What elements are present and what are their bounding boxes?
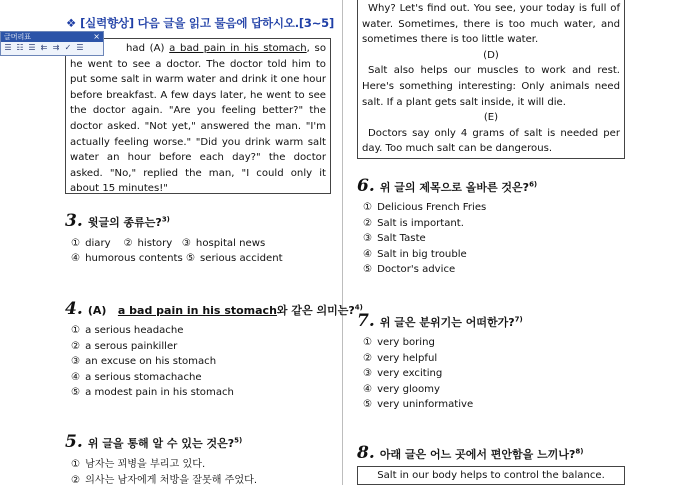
question-number: 5. [65, 432, 83, 452]
decrease-indent-icon[interactable]: ⇇ [40, 43, 48, 52]
passage-paragraph: Salt also helps our muscles to work and rest. Here's something interesting: Only animals need salt. If a plant gets salt inside, it will die. [362, 65, 620, 108]
question-number: 3. [65, 211, 83, 231]
diamond-bullet-icon: ❖ [66, 16, 77, 30]
question-4-header [65, 299, 363, 319]
option[interactable]: ② history [123, 238, 173, 249]
passage-underlined-phrase: a bad pain in his stomach [169, 43, 307, 54]
instruction-text: [실력향상] 다음 글을 읽고 물음에 답하시오.[3~5] [80, 16, 335, 30]
passage-paragraph: Doctors say only 4 grams of salt is needed per day. Too much salt can be dangerous. [362, 127, 620, 155]
option[interactable]: ① diary [71, 238, 111, 249]
reading-passage [65, 38, 331, 194]
option[interactable]: ⑤ Doctor's advice [363, 264, 456, 276]
option[interactable]: ④ Salt in big trouble [363, 248, 467, 260]
question-6-options [363, 200, 486, 278]
option[interactable]: ① 남자는 꾀병을 부리고 있다. [71, 459, 206, 470]
toolbar-title: 글머리표 [4, 33, 32, 41]
section-instruction [66, 15, 334, 31]
question-7-header [357, 311, 523, 331]
option[interactable]: ③ very exciting [363, 368, 443, 380]
option[interactable]: ② Salt is important. [363, 217, 464, 229]
toolbar-buttons [1, 42, 103, 54]
question-3-options-row-1 [71, 236, 265, 252]
question-5-options [71, 457, 257, 488]
option[interactable]: ③ an excuse on his stomach [71, 356, 217, 368]
option[interactable]: ④ very gloomy [363, 383, 440, 395]
option[interactable]: ① Delicious French Fries [363, 202, 487, 213]
question-3-header [65, 211, 170, 231]
option[interactable]: ④ humorous contents [71, 253, 183, 264]
question-3-options-row-2 [71, 251, 283, 267]
check-bullet-icon[interactable]: ✓ [64, 43, 72, 52]
question-8-text-box: Salt in our body helps to control the balance. [357, 466, 625, 485]
passage-start: had (A) [126, 43, 170, 54]
option[interactable]: ① very boring [363, 337, 435, 348]
question-6-header [357, 176, 537, 196]
close-icon[interactable]: × [93, 32, 100, 41]
option[interactable]: ⑤ a modest pain in his stomach [71, 387, 234, 399]
numbered-list-icon[interactable]: ☷ [16, 43, 24, 52]
paragraph-label-e: (E) [483, 112, 499, 124]
question-text: 위 글은 분위기는 어떠한가?$^{7)}$ [379, 315, 523, 329]
option[interactable]: ② 의사는 남자에게 처방을 잘못해 주었다. [71, 474, 258, 486]
option[interactable]: ② a serous painkiller [71, 340, 178, 352]
toolbar-titlebar[interactable] [1, 32, 103, 42]
option[interactable]: ② very helpful [363, 352, 438, 364]
reading-passage-continued [357, 0, 625, 159]
passage-rest: , so he went to see a doctor. The doctor told him to put some salt in warm water and drink it one hour before breakfast. A few days later, he went to see the doctor again. "Are you feeling better?" the doctor asked. "Not yet," answered the man. "I'm actually feeling worse." "Did you drink warm salt water an hour before each day?" the doctor asked. "No," replied the man, "I could only it about 15 minutes!" [70, 43, 326, 194]
question-4-options [71, 323, 234, 401]
question-text: 아래 글은 어느 곳에서 편안함을 느끼나?$^{8)}$ [379, 447, 584, 461]
question-number: 4. [65, 299, 83, 319]
option[interactable]: ③ hospital news [181, 238, 266, 249]
question-text: 위 글의 제목으로 올바른 것은?$^{6)}$ [379, 180, 538, 194]
question-8-header [357, 443, 583, 463]
option[interactable]: ④ a serious stomachache [71, 371, 202, 383]
option[interactable]: ③ Salt Taste [363, 233, 426, 245]
passage-paragraph: Why? Let's find out. You see, your today is full of water. Sometimes, there is too much water, and sometimes there is too little water. [362, 3, 620, 46]
paragraph-label-d: (D) [483, 49, 499, 61]
list-options-icon[interactable]: ☰ [76, 43, 84, 52]
question-7-options [363, 335, 473, 413]
question-text: 윗글의 종류는?$^{3)}$ [87, 215, 170, 229]
option[interactable]: ⑤ very uninformative [363, 399, 474, 411]
bullet-toolbar[interactable] [0, 31, 104, 56]
question-text: (A) a bad pain in his stomach와 같은 의미는?$^{4)}$ [87, 303, 363, 317]
option[interactable]: ⑤ serious accident [185, 253, 283, 264]
question-number: 8. [357, 443, 375, 463]
increase-indent-icon[interactable]: ⇉ [52, 43, 60, 52]
question-number: 6. [357, 176, 375, 196]
outline-list-icon[interactable]: ☰ [28, 43, 36, 52]
question-text: 위 글을 통해 알 수 있는 것은?$^{5)}$ [87, 436, 243, 450]
question-5-header [65, 432, 242, 452]
column-divider [342, 0, 343, 485]
option[interactable]: ① a serious headache [71, 325, 184, 336]
bullet-list-icon[interactable]: ☰ [4, 43, 12, 52]
question-number: 7. [357, 311, 375, 331]
